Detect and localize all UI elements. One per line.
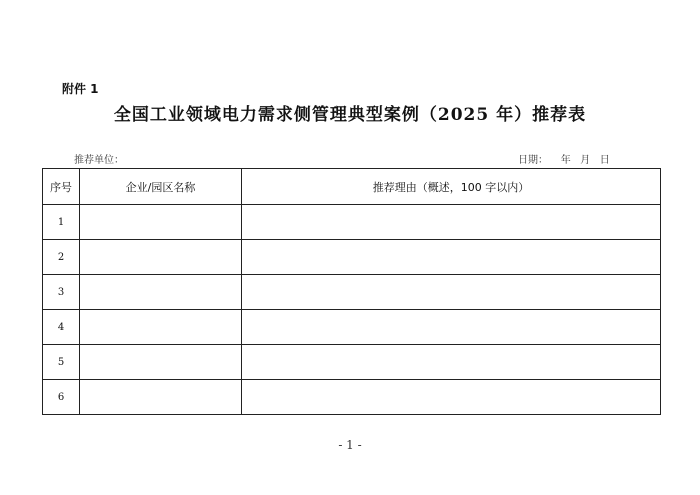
row-number: 1 [43,205,80,240]
reason-cell[interactable] [242,380,661,415]
table-row [43,205,661,240]
date-label: 日期： 年 月 日 [518,155,610,166]
page-number: - 1 - [338,438,362,452]
reason-cell[interactable] [242,275,661,310]
company-name-cell[interactable] [80,380,242,415]
row-number: 3 [43,275,80,310]
row-number: 4 [43,310,80,345]
company-name-cell[interactable] [80,275,242,310]
table-row [43,345,661,380]
recommending-unit-label: 推荐单位： [74,155,124,166]
company-name-cell[interactable] [80,240,242,275]
row-number: 2 [43,240,80,275]
attachment-label: 附件 1 [62,82,99,96]
reason-cell[interactable] [242,310,661,345]
table-row [43,275,661,310]
row-number: 6 [43,380,80,415]
table-header-row [43,169,661,205]
recommendation-table [42,168,661,415]
row-number: 5 [43,345,80,380]
table-row [43,310,661,345]
company-name-cell[interactable] [80,310,242,345]
reason-cell[interactable] [242,205,661,240]
reason-cell[interactable] [242,345,661,380]
reason-cell[interactable] [242,240,661,275]
document-title: 全国工业领域电力需求侧管理典型案例（2025 年）推荐表 [113,105,587,125]
header-serial-number: 序号 [43,169,80,205]
table-row [43,240,661,275]
header-company-name: 企业/园区名称 [80,169,242,205]
header-recommendation-reason: 推荐理由（概述，100 字以内） [242,169,661,205]
company-name-cell[interactable] [80,205,242,240]
company-name-cell[interactable] [80,345,242,380]
table-row [43,380,661,415]
